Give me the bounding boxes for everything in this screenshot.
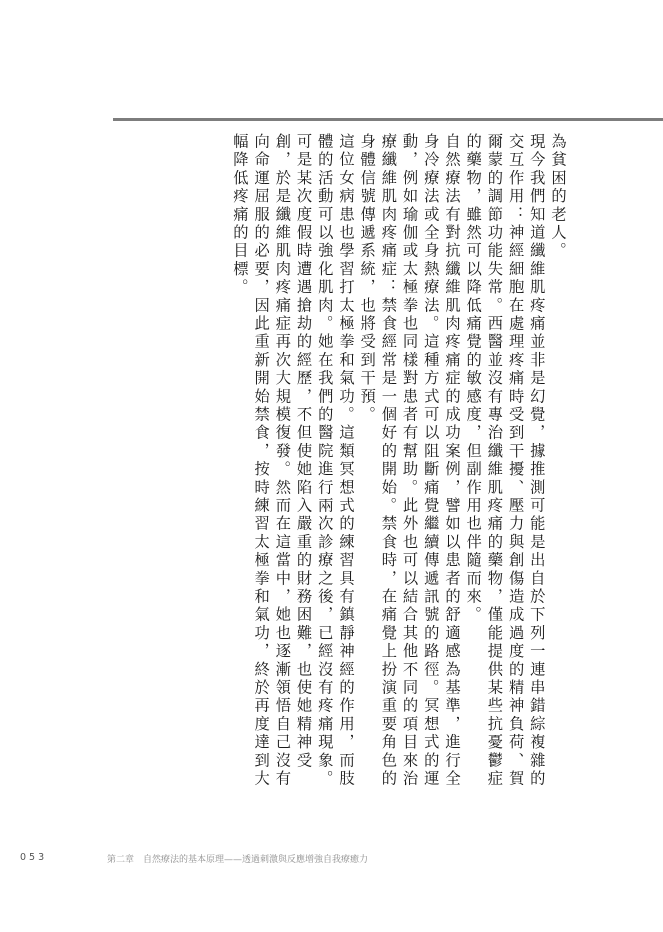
page-number: 053	[20, 852, 48, 863]
running-head: 第二章 自然療法的基本原理——透過刺激與反應增強自我療癒力	[107, 855, 369, 865]
paragraph-4: 這位女病患也學習打太極拳和氣功。這類冥想式的練習具有鎮靜神經的作用，而肢體的活動可以強化肌肉。她在我們的醫院進行兩次診療之後，已經沒有疼痛現象。可是某次度假時遭遇搶劫的經歷，不但使她陷入嚴重的財務困難，也使她精神受創，於是纖維肌肉疼痛症再次大規模復發。然而在這當中，她也逐漸領悟自己沒有向命運屈服的必要，因此重新開始禁食，按時練習太極拳和氣功，終於再度達到大幅降低疼痛的目標。	[230, 133, 355, 789]
paragraph-1: 為貧困的老人。	[549, 133, 567, 261]
paragraph-3: 自然療法有對抗纖維肌肉疼痛症的成功案例，譬如以患者的舒適感為基準，進行全身冷療法或全身熱療法。這種方式可以阻斷痛覺繼續傳遞訊號的路徑。冥想式的運動，例如瑜伽或太極拳也同樣對患者有幫助。此外也可以結合其他不同的項目來治療纖維肌肉疼痛症：禁食經常是一個好的開始。禁食時，在痛覺上扮演重要角色的身體信號傳遞系統，也將受到干預。	[358, 133, 461, 789]
paragraph-2: 現今我們知道纖維肌疼痛並非是幻覺，據推測可能是出自於下列一連串錯綜複雜的交互作用：神經細胞在處理疼痛時受到干擾、壓力與創傷造成過度的精神負荷、賀爾蒙的調節功能失常。西醫並沒有專治纖維肌疼痛的藥物，僅能提供某些抗憂鬱症的藥物，雖然可以降低痛覺的敏感度，但副作用也伴隨而來。	[464, 133, 546, 789]
header-rule	[113, 118, 663, 121]
vertical-body-text	[108, 133, 568, 803]
